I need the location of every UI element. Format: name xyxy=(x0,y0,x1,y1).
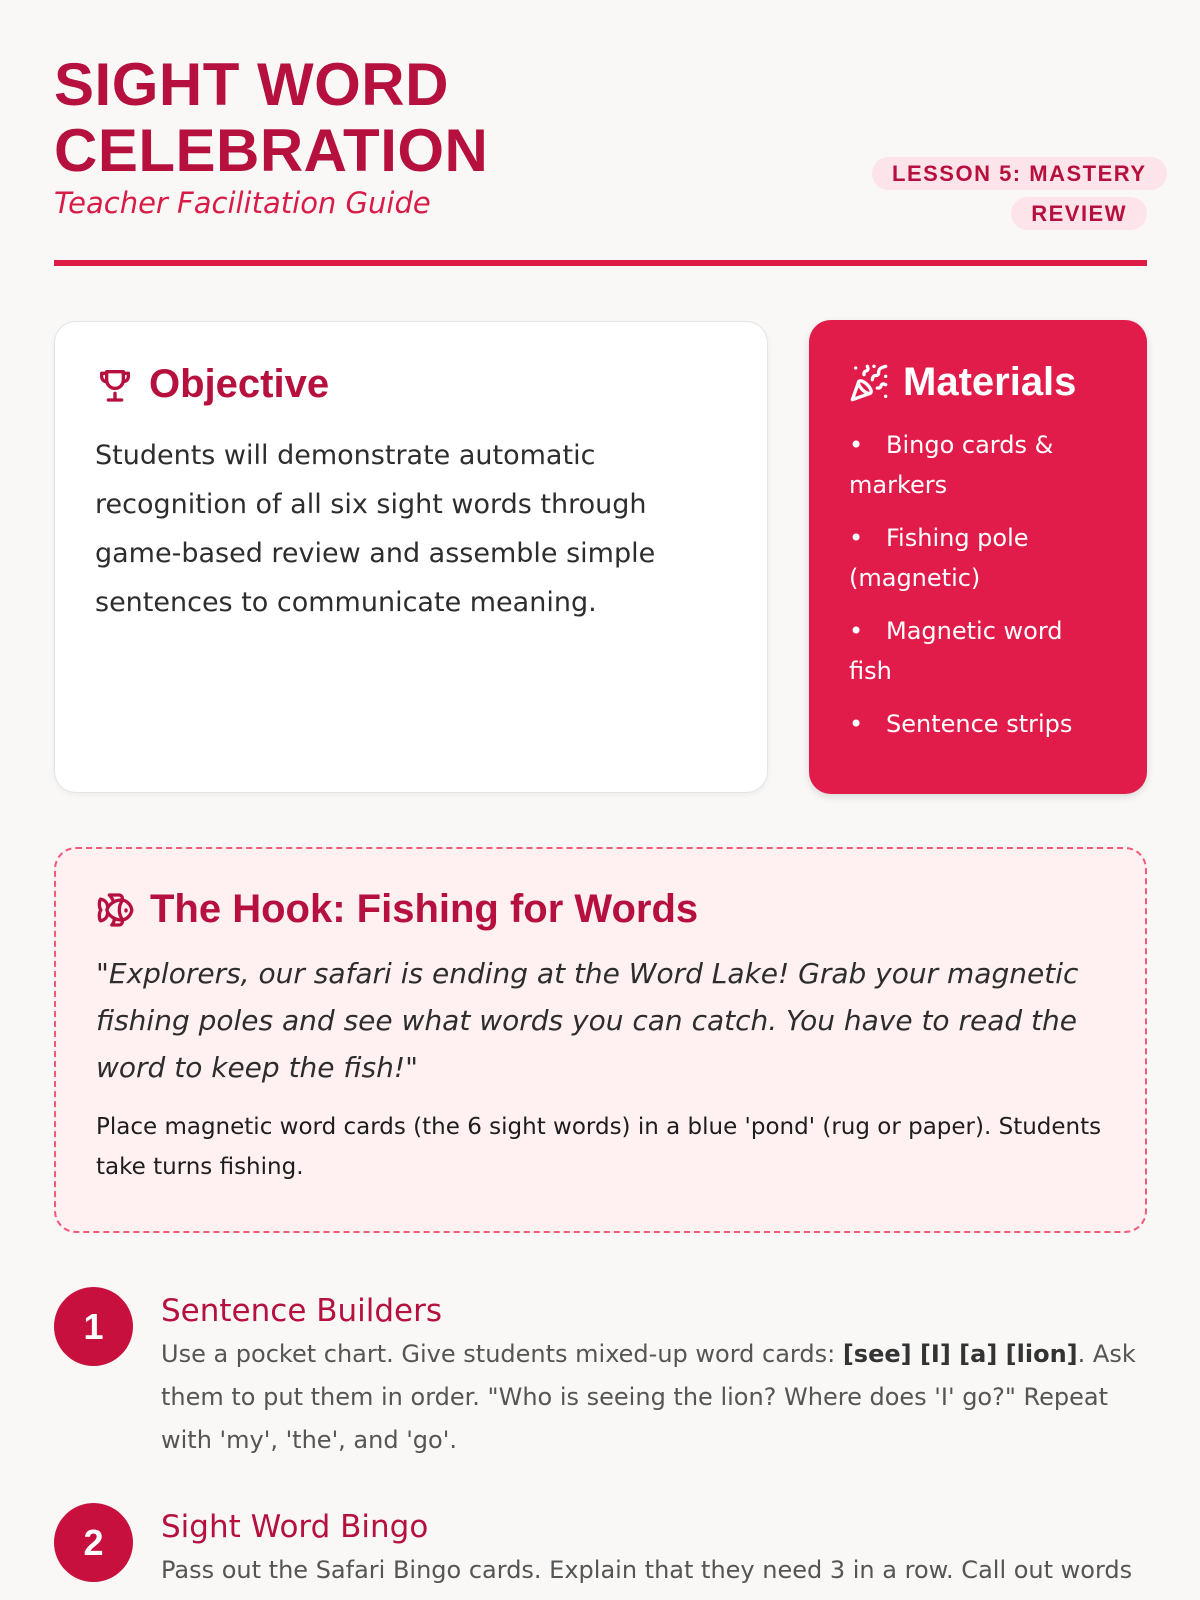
title-line-2: CELEBRATION xyxy=(54,117,489,184)
step-text xyxy=(161,1333,1147,1462)
page-header xyxy=(54,52,1147,266)
hook-quote: "Explorers, our safari is ending at the Word Lake! Grab your magnetic fishing poles and see what words you can catch. You have to read the word to keep the fish!" xyxy=(96,957,1079,1084)
step-text-part: Use a pocket chart. Give students mixed-up word cards: xyxy=(161,1340,843,1368)
step-body xyxy=(161,1287,1147,1462)
step-number-badge: 2 xyxy=(54,1503,133,1582)
hook-heading-label: The Hook: Fishing for Words xyxy=(150,887,699,931)
materials-heading-label: Materials xyxy=(903,360,1077,404)
list-item: • Sentence strips xyxy=(849,704,1107,744)
step-number-badge: 1 xyxy=(54,1287,133,1366)
materials-card xyxy=(809,320,1147,794)
hook-heading xyxy=(96,887,1105,932)
title-line-1: SIGHT WORD xyxy=(54,51,449,118)
lesson-badge-label: LESSON 5: MASTERY REVIEW xyxy=(872,157,1167,230)
page-subtitle: Teacher Facilitation Guide xyxy=(54,186,431,220)
materials-heading xyxy=(849,360,1107,405)
step-text-part: . Ask them to put them in order. "Who is seeing the lion? Where does 'I' go?" Repeat with 'my', 'the', and 'go'. xyxy=(161,1340,1136,1454)
trophy-icon xyxy=(95,365,135,405)
step-body xyxy=(161,1503,1147,1592)
materials-list xyxy=(849,425,1107,744)
lesson-badge xyxy=(872,154,1147,234)
party-popper-icon xyxy=(849,363,889,403)
step-title: Sentence Builders xyxy=(161,1293,443,1329)
list-item: • Fishing pole (magnetic) xyxy=(849,518,1107,598)
step-bold-words: [see] [I] [a] [lion] xyxy=(842,1340,1078,1368)
list-item: • Bingo cards & markers xyxy=(849,425,1107,505)
hook-instructions: Place magnetic word cards (the 6 sight words) in a blue 'pond' (rug or paper). Students take turns fishing. xyxy=(96,1114,1102,1180)
objective-text: Students will demonstrate automatic recognition of all six sight words through game-based review and assemble simple sentences to communicate meaning. xyxy=(95,440,656,618)
step-title: Sight Word Bingo xyxy=(161,1509,429,1545)
step-text: Pass out the Safari Bingo cards. Explain that they need 3 in a row. Call out words xyxy=(161,1556,1133,1584)
hook-section xyxy=(54,847,1147,1233)
objective-heading xyxy=(95,362,727,407)
list-item: • Magnetic word fish xyxy=(849,611,1107,691)
fish-icon xyxy=(96,890,136,930)
objective-card xyxy=(54,321,768,793)
objective-heading-label: Objective xyxy=(149,362,330,406)
